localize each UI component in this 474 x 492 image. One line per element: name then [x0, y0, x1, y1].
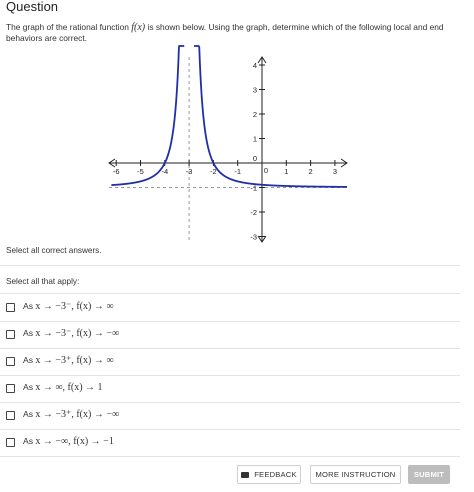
y-tick-label: -1 [250, 183, 257, 193]
submit-button[interactable]: SUBMIT [408, 465, 450, 484]
curve-left-branch [111, 46, 184, 185]
x-tick-label: -2 [210, 167, 217, 176]
x-tick-label: -4 [161, 167, 169, 176]
answer-option[interactable] [0, 403, 460, 429]
answer-option[interactable] [0, 322, 460, 348]
option-label: As x → −3⁻, f(x) → −∞ [23, 328, 120, 339]
divider [0, 293, 460, 294]
y-tick-label: 4 [252, 61, 257, 70]
x-tick-label: 3 [332, 167, 337, 176]
x-tick-label: 0 [263, 166, 269, 175]
option-label: As x → −∞, f(x) → −1 [23, 436, 114, 447]
comment-icon [241, 472, 249, 478]
divider [0, 456, 460, 457]
x-tick-label: -3 [185, 167, 193, 176]
feedback-button[interactable]: FEEDBACK [237, 465, 301, 484]
x-tick-label: 1 [284, 167, 289, 176]
select-hint: Select all correct answers. [6, 246, 102, 255]
x-tick-labels [113, 166, 337, 176]
divider [0, 265, 460, 266]
answer-option[interactable] [0, 376, 460, 402]
y-tick-label: 0 [252, 154, 257, 163]
answer-option[interactable] [0, 349, 460, 375]
y-tick-label: 2 [252, 110, 257, 119]
option-label: As x → ∞, f(x) → 1 [23, 382, 103, 393]
option-label: As x → −3⁺, f(x) → ∞ [23, 355, 114, 366]
option-checkbox[interactable] [6, 384, 15, 393]
answer-option[interactable] [0, 430, 460, 456]
option-checkbox[interactable] [6, 357, 15, 366]
graph-axes [109, 57, 347, 242]
y-tick-label: -2 [250, 208, 257, 217]
answer-option[interactable] [0, 295, 460, 321]
option-checkbox[interactable] [6, 303, 15, 312]
option-checkbox[interactable] [6, 330, 15, 339]
x-tick-label: -1 [234, 167, 242, 176]
option-label: As x → −3⁻, f(x) → ∞ [23, 301, 114, 312]
y-tick-label: 1 [252, 134, 257, 144]
more-instruction-button[interactable]: MORE INSTRUCTION [310, 465, 401, 484]
y-tick-label: 3 [252, 85, 257, 95]
instruction-text: Select all that apply: [6, 277, 80, 286]
prompt-function: f(x) [131, 22, 146, 33]
x-tick-label: 2 [308, 167, 313, 176]
option-checkbox[interactable] [6, 411, 15, 420]
prompt-text-end: is shown below. Using the graph, determine which of the following local and end behaviors are correct. [6, 22, 444, 43]
asymptote-lines [109, 57, 347, 242]
option-checkbox[interactable] [6, 438, 15, 447]
prompt-text-start: The graph of the rational function [6, 22, 132, 32]
y-tick-labels [250, 61, 257, 242]
option-label: As x → −3⁺, f(x) → −∞ [23, 409, 120, 420]
y-tick-label: -3 [250, 232, 257, 242]
curve-right-branch [194, 46, 347, 187]
x-tick-label: -5 [137, 167, 144, 176]
page-title: Question [6, 0, 59, 14]
x-tick-label: -6 [112, 167, 120, 176]
